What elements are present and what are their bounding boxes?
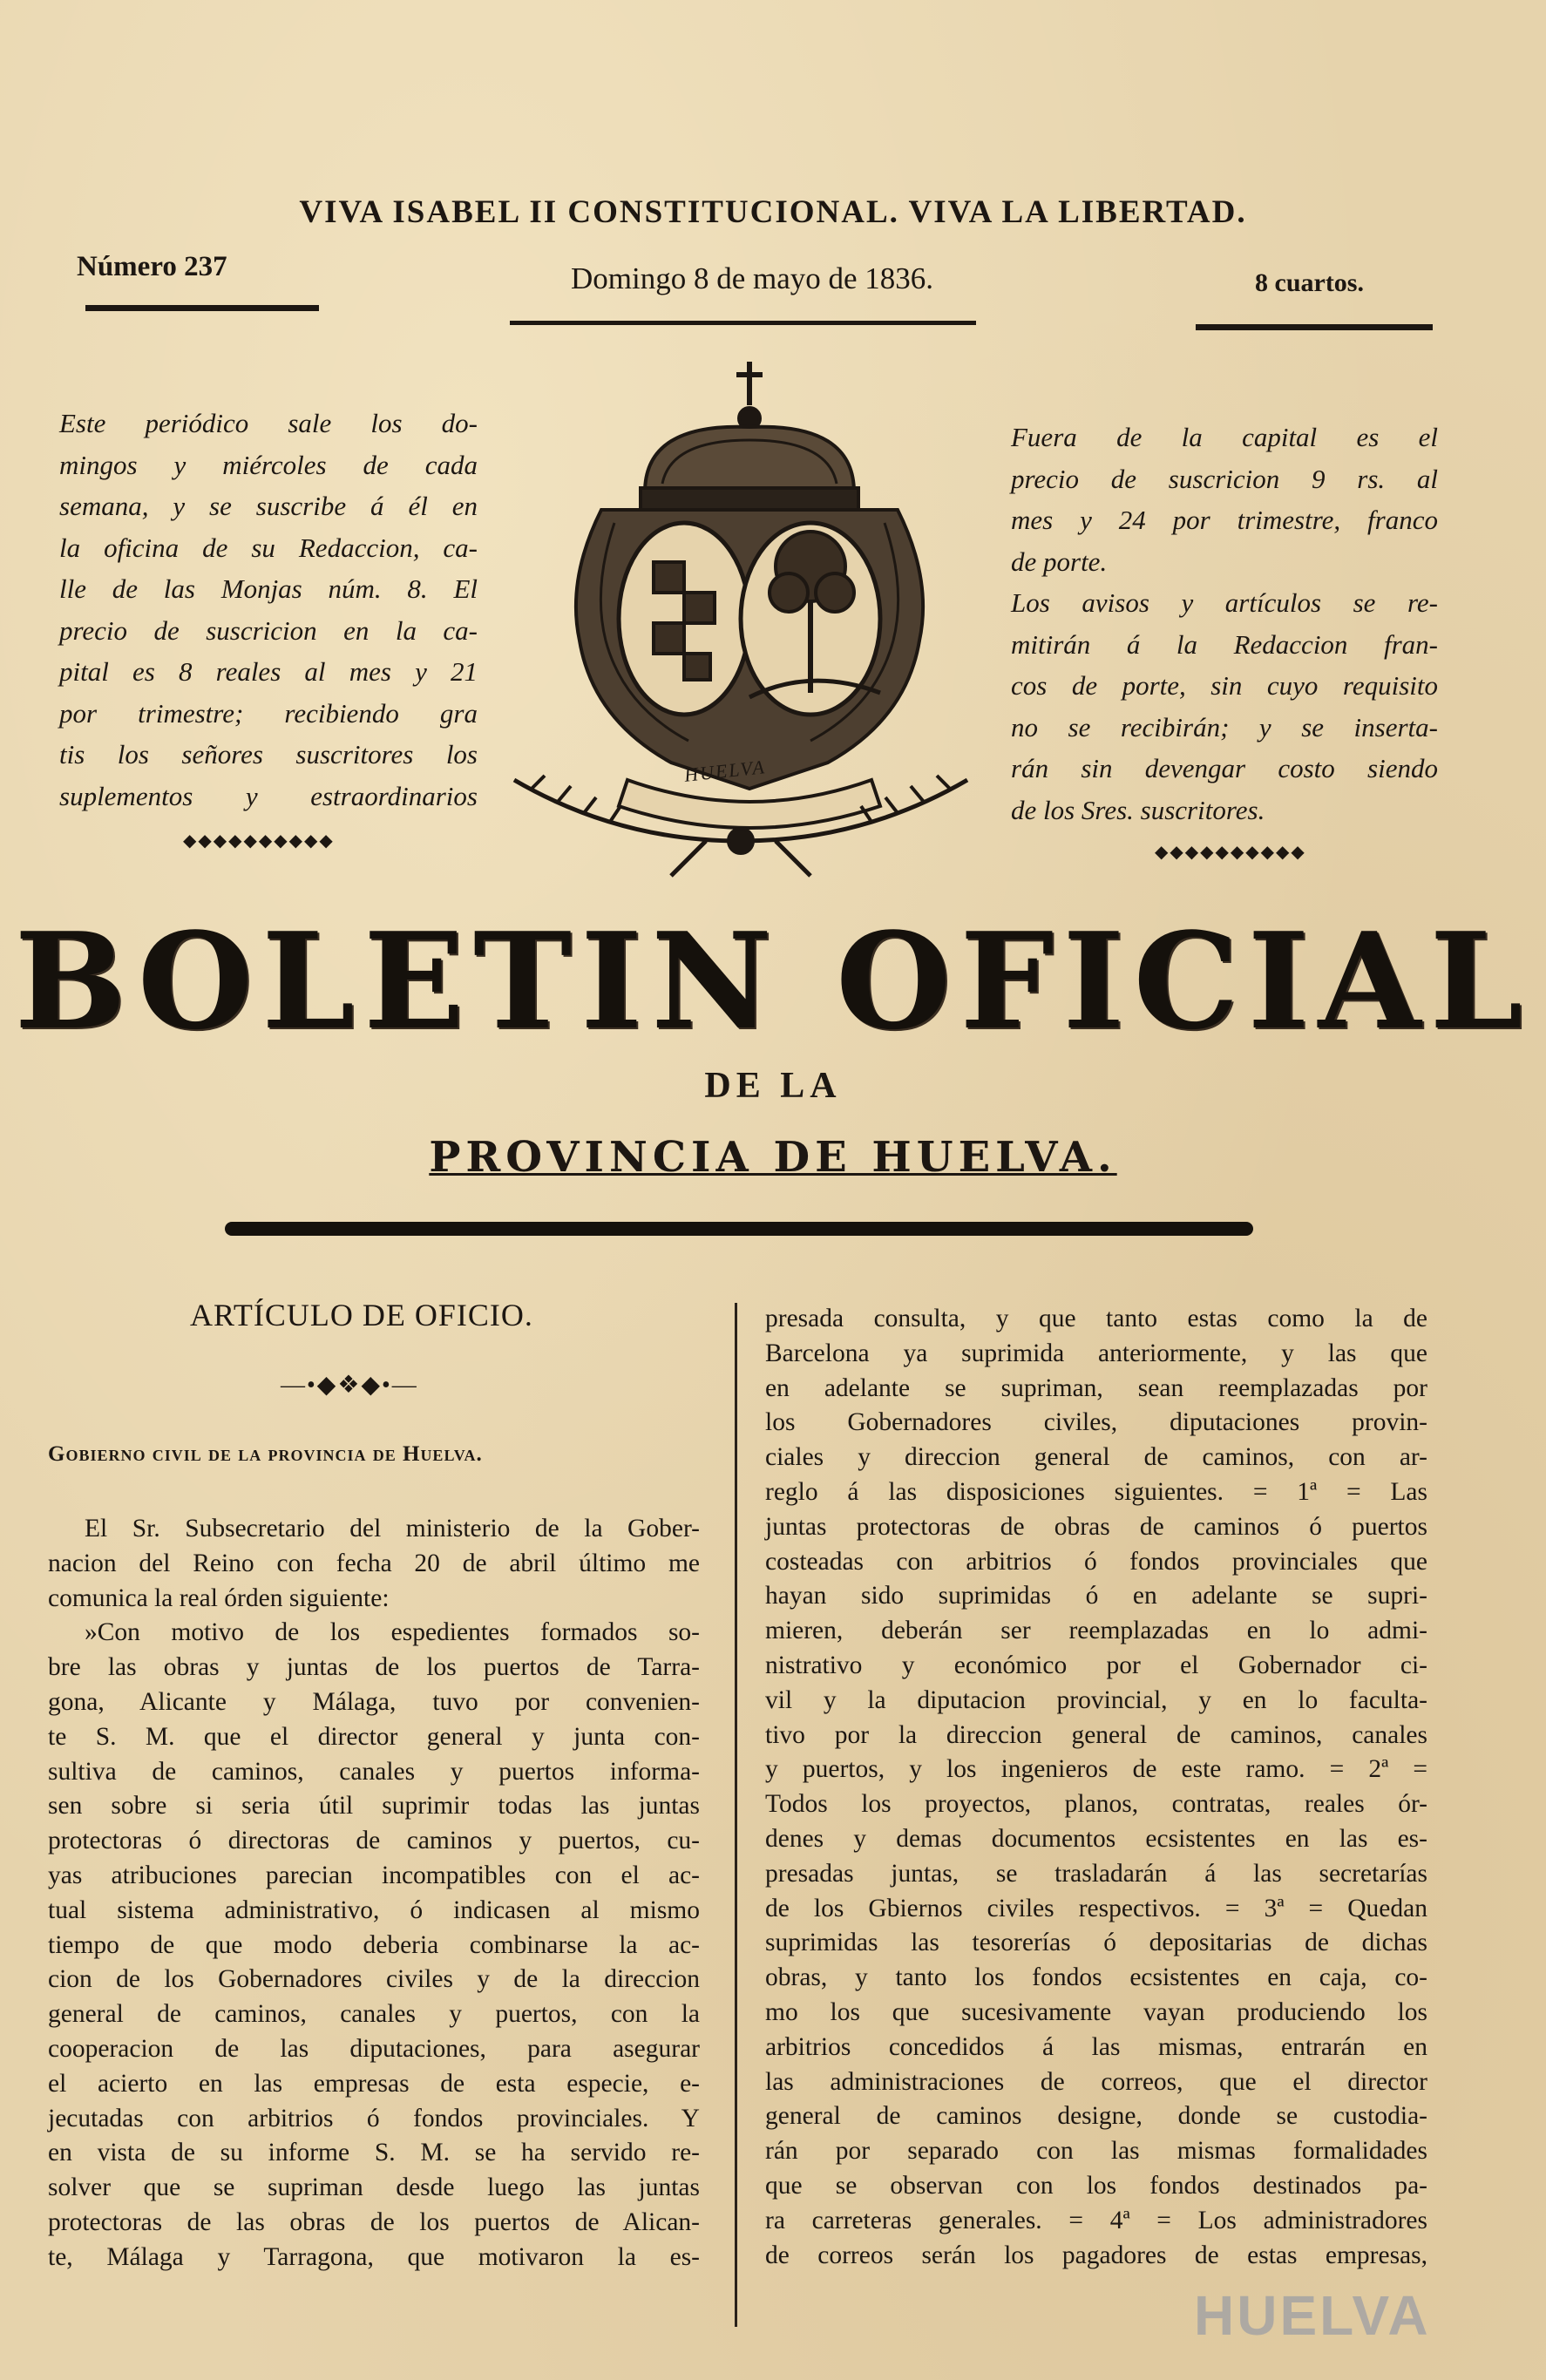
right-box-line: precio de suscricion 9 rs. al (1011, 463, 1438, 494)
left-box-line: tis los señores suscritores los (59, 739, 478, 770)
left-box-line: mingos y miércoles de cada (59, 449, 478, 480)
article-line: en adelante se supriman, sean reemplazadas por (765, 1373, 1427, 1402)
article-line: protectoras de las obras de los puertos de Alican- (48, 2207, 700, 2236)
article-line: vil y la diputacion provincial, y en lo faculta- (765, 1685, 1427, 1714)
article-line: presadas juntas, se trasladarán á las secretarías (765, 1859, 1427, 1888)
article-line: el acierto en las empresas de esta especie, e- (48, 2069, 700, 2098)
article-line: te S. M. que el director general y junta con- (48, 1722, 700, 1751)
left-box-line: por trimestre; recibiendo gra (59, 697, 478, 729)
article-title: ARTÍCULO DE OFICIO. (190, 1298, 533, 1332)
article-line: obras, y tanto los fondos ecsistentes en caja, co- (765, 1963, 1427, 1992)
masthead-de-la: DE LA (704, 1066, 842, 1106)
issue-number: Número 237 (77, 251, 227, 282)
article-left-column (48, 1512, 700, 2275)
article-line: tual sistema administrativo, ó indicasen al mismo (48, 1895, 700, 1924)
article-line: ra carreteras generales. = 4ª = Los administradores (765, 2206, 1427, 2234)
article-line: Todos los proyectos, planos, contratas, reales ór- (765, 1790, 1427, 1819)
article-line: arbitrios concedidos á las mismas, entrarán en (765, 2032, 1427, 2061)
right-box-line: no se recibirán; y se inserta- (1011, 711, 1438, 742)
article-line: de los Gbiernos civiles respectivos. = 3ª = Quedan (765, 1894, 1427, 1922)
left-box-line: suplementos y estraordinarios (59, 780, 478, 811)
article-line: mieren, deberán ser reemplazadas en lo admi- (765, 1617, 1427, 1645)
article-line: sultiva de caminos, canales y puertos informa- (48, 1757, 700, 1786)
rule-under-date (510, 321, 976, 325)
right-box-line: cos de porte, sin cuyo requisito (1011, 670, 1438, 701)
masthead-provincia: PROVINCIA DE HUELVA. (429, 1133, 1117, 1182)
article-line: nacion del Reino con fecha 20 de abril último me (48, 1549, 700, 1577)
article-line: que se observan con los fondos destinados pa- (765, 2171, 1427, 2200)
archive-watermark: HUELVA (1194, 2284, 1431, 2347)
right-box-line: de los Sres. suscritores. (1011, 794, 1265, 825)
article-line: nistrativo y económico por el Gobernador ci- (765, 1651, 1427, 1679)
article-line: jecutadas con arbitrios ó fondos provinciales. Y (48, 2104, 700, 2133)
left-box-line: lle de las Monjas núm. 8. El (59, 573, 478, 604)
article-line: las administraciones de correos, que el director (765, 2067, 1427, 2096)
article-line: suprimidas las tesorerías ó depositarias de dichas (765, 1929, 1427, 1957)
article-line: general de caminos designe, donde se custodia- (765, 2102, 1427, 2131)
article-line: de correos serán los pagadores de estas empresas, (765, 2241, 1427, 2269)
section-heading: Gobierno civil de la provincia de Huelva. (48, 1442, 483, 1466)
subscription-info-right (1011, 417, 1438, 831)
left-box-line: la oficina de su Redaccion, ca- (59, 532, 478, 563)
left-box-line: Este periódico sale los do- (59, 408, 478, 438)
column-divider (735, 1303, 737, 2327)
article-line: gona, Alicante y Málaga, tuvo por convenien- (48, 1687, 700, 1716)
article-line: Barcelona ya suprimida anteriormente, y las que (765, 1339, 1427, 1367)
article-line: bre las obras y juntas de los puertos de Tarra- (48, 1653, 700, 1682)
article-line: yas atribuciones parecian incompatibles con el ac- (48, 1861, 700, 1889)
article-line: comunica la real órden siguiente: (48, 1583, 390, 1612)
article-line: cooperacion de las diputaciones, para asegurar (48, 2034, 700, 2063)
left-box-line: semana, y se suscribe á él en (59, 491, 478, 521)
article-line: cion de los Gobernadores civiles y de la direccion (48, 1965, 700, 1994)
issue-date: Domingo 8 de mayo de 1836. (571, 261, 934, 295)
article-line: presada consulta, y que tanto estas como la de (765, 1305, 1427, 1332)
article-line: reglo á las disposiciones siguientes. = 1ª = Las (765, 1477, 1427, 1506)
article-line: »Con motivo de los espedientes formados so- (85, 1618, 700, 1647)
issue-price: 8 cuartos. (1255, 268, 1364, 297)
article-line: juntas protectoras de obras de caminos ó puertos (765, 1512, 1427, 1541)
right-box-line: de porte. (1011, 546, 1108, 577)
article-right-column (765, 1302, 1427, 2273)
right-box-line: mes y 24 por trimestre, franco (1011, 505, 1438, 535)
left-box-line: pital es 8 reales al mes y 21 (59, 656, 478, 687)
left-box-line: precio de suscricion en la ca- (59, 614, 478, 646)
seal-label: HUELVA (682, 756, 767, 786)
article-line: te, Málaga y Tarragona, que motivaron la es- (48, 2242, 700, 2271)
article-line: en vista de su informe S. M. se ha servido re- (48, 2139, 700, 2167)
masthead-rule (225, 1222, 1253, 1236)
rule-under-issue (85, 305, 319, 311)
article-line: El Sr. Subsecretario del ministerio de la Gober- (85, 1515, 700, 1543)
rule-under-price (1196, 324, 1433, 330)
ornament-left: ◆◆◆◆◆◆◆◆◆◆ (183, 831, 335, 851)
article-line: y puertos, y los ingenieros de este ramo. = 2ª = (765, 1755, 1427, 1784)
motto: VIVA ISABEL II CONSTITUCIONAL. VIVA LA LIBERTAD. (299, 194, 1247, 230)
right-box-line: rán sin devengar costo siendo (1011, 753, 1438, 783)
article-line: sen sobre si seria útil suprimir todas las juntas (48, 1792, 700, 1821)
article-line: protectoras ó directoras de caminos y puertos, cu- (48, 1827, 700, 1855)
article-line: rán por separado con las mismas formalidades (765, 2137, 1427, 2166)
masthead-title: BOLETIN OFICIAL (14, 903, 1532, 1059)
article-line: general de caminos, canales y puertos, con la (48, 2000, 700, 2029)
ornament-right: ◆◆◆◆◆◆◆◆◆◆ (1155, 843, 1306, 862)
subscription-info-left (59, 403, 478, 817)
article-line: ciales y direccion general de caminos, con ar- (765, 1443, 1427, 1472)
article-ornament: —•◆❖◆•— (281, 1372, 418, 1399)
article-line: solver que se supriman desde luego las juntas (48, 2173, 700, 2202)
right-box-line: Fuera de la capital es el (1011, 422, 1438, 452)
right-box-line: Los avisos y artículos se re- (1011, 587, 1438, 618)
article-line: tiempo de que modo deberia combinarse la ac- (48, 1930, 700, 1959)
article-line: hayan sido suprimidas ó en adelante se supri- (765, 1582, 1427, 1610)
article-line: costeadas con arbitrios ó fondos provinciales que (765, 1547, 1427, 1576)
article-line: mo los que sucesivamente vayan produciendo los (765, 1997, 1427, 2026)
article-line: tivo por la direccion general de caminos, canales (765, 1720, 1427, 1749)
coat-of-arms-seal (497, 353, 985, 885)
article-line: los Gobernadores civiles, diputaciones provin- (765, 1408, 1427, 1437)
right-box-line: mitirán á la Redaccion fran- (1011, 628, 1438, 660)
article-line: denes y demas documentos ecsistentes en las es- (765, 1824, 1427, 1853)
